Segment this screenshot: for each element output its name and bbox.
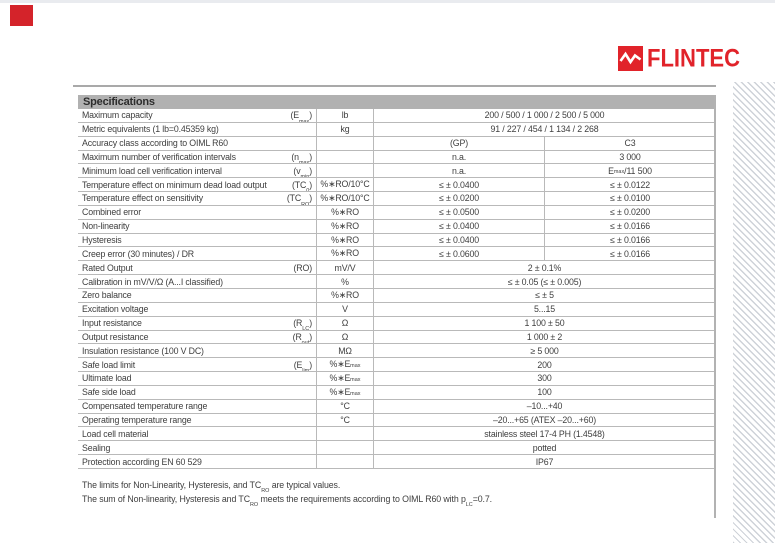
spec-values — [374, 344, 715, 357]
spec-value: ≤ ± 0.0600 — [439, 248, 479, 259]
spec-values — [374, 123, 715, 136]
table-title-bar — [78, 95, 715, 109]
spec-values — [374, 220, 715, 233]
red-marker-icon — [10, 5, 33, 26]
spec-symbol: $(v_{min})$ — [293, 165, 312, 178]
table-row — [78, 247, 715, 261]
spec-value: ≤ ± 0.0166 — [544, 234, 715, 247]
spec-name: Rated Output — [82, 262, 133, 273]
spec-unit: %∗E $_{max}$ — [316, 358, 374, 371]
table-title: Specifications — [83, 96, 155, 108]
spec-name: Accuracy class according to OIML R60 — [82, 138, 228, 149]
spec-values — [374, 261, 715, 274]
table-row — [78, 261, 715, 275]
spec-name: Operating temperature range — [82, 414, 192, 425]
spec-unit: Ω — [316, 317, 374, 330]
spec-unit: °C — [316, 414, 374, 427]
table-row — [78, 275, 715, 289]
spec-unit — [316, 455, 374, 468]
spec-unit — [316, 164, 374, 177]
spec-unit: %∗RO — [316, 234, 374, 247]
table-row — [78, 372, 715, 386]
spec-values — [374, 414, 715, 427]
spec-symbol: $(E_{max})$ — [290, 110, 312, 122]
spec-value: 91 / 227 / 454 / 1 134 / 2 268 — [490, 124, 599, 135]
spec-symbol: $(R_{out})$ — [292, 331, 312, 344]
footnote-line: The sum of Non-linearity, Hysteresis and $TC_{RO}$ meets the requirements according to OIML R60 with $p_{LC}=0.7$. — [82, 493, 493, 508]
spec-table-body — [78, 109, 715, 469]
spec-values — [374, 400, 715, 413]
table-row — [78, 455, 715, 469]
spec-unit — [316, 137, 374, 150]
spec-value: n.a. — [451, 151, 467, 162]
spec-name: Protection according EN 60 529 — [82, 456, 202, 467]
spec-symbol: $(n_{max})$ — [291, 151, 312, 164]
table-row — [78, 303, 715, 317]
spec-name: Maximum number of verification intervals — [82, 151, 236, 162]
spec-value: ≤ ± 0.0400 — [439, 221, 479, 232]
spec-value: 5...15 — [533, 304, 556, 315]
spec-name: Temperature effect on minimum dead load output — [82, 179, 267, 190]
spec-values — [374, 151, 715, 164]
divider-rule — [73, 85, 716, 87]
spec-values — [374, 137, 715, 150]
spec-unit: Ω — [316, 331, 374, 344]
spec-value: ≤ ± 0.0166 — [544, 220, 715, 233]
spec-name: Compensated temperature range — [82, 401, 208, 412]
spec-value: 3 000 — [544, 151, 715, 164]
spec-values — [374, 455, 715, 468]
spec-name: Metric equivalents (1 lb=0.45359 kg) — [82, 124, 219, 135]
spec-unit: %∗E $_{max}$ — [316, 372, 374, 385]
spec-values — [374, 164, 715, 177]
spec-value: E $_{max}$ /11 500 — [544, 164, 715, 177]
spec-values — [374, 427, 715, 440]
table-row — [78, 317, 715, 331]
spec-value: ≤ ± 5 — [535, 290, 554, 301]
table-row — [78, 331, 715, 345]
table-row — [78, 123, 715, 137]
table-row — [78, 414, 715, 428]
flintec-logo — [618, 45, 742, 71]
table-row — [78, 441, 715, 455]
spec-value: 1 100 ± 50 — [524, 318, 565, 329]
table-row — [78, 358, 715, 372]
spec-value: –10...+40 — [526, 401, 563, 412]
spec-name: Insulation resistance (100 V DC) — [82, 345, 204, 356]
spec-values — [374, 317, 715, 330]
spec-values — [374, 247, 715, 260]
spec-value: –20...+65 (ATEX –20...+60) — [492, 414, 597, 425]
spec-symbol: $(E_{lim})$ — [293, 359, 312, 372]
table-row — [78, 427, 715, 441]
spec-name: Non-linearity — [82, 221, 130, 232]
spec-value: C3 — [544, 137, 715, 150]
table-row — [78, 164, 715, 178]
spec-values — [374, 358, 715, 371]
spec-name: Safe side load — [82, 387, 136, 398]
spec-value: ≤ ± 0.0166 — [544, 247, 715, 260]
right-border-line — [714, 95, 716, 518]
spec-values — [374, 275, 715, 288]
spec-values — [374, 234, 715, 247]
spec-values — [374, 206, 715, 219]
page-top-border — [0, 0, 775, 3]
spec-unit: % — [316, 275, 374, 288]
spec-name: Hysteresis — [82, 235, 122, 246]
spec-values — [374, 289, 715, 302]
spec-unit: %∗RO — [316, 247, 374, 260]
spec-symbol: $(TC_0)$ — [291, 179, 312, 192]
table-row — [78, 178, 715, 192]
table-row — [78, 386, 715, 400]
spec-name: Zero balance — [82, 290, 132, 301]
spec-value: ≤ ± 0.0200 — [439, 193, 479, 204]
spec-values — [374, 441, 715, 454]
spec-unit: lb — [316, 109, 374, 122]
spec-name: Maximum capacity — [82, 110, 153, 121]
spec-value: 100 — [537, 387, 552, 398]
table-row — [78, 344, 715, 358]
flintec-logo-text — [646, 45, 742, 71]
spec-unit: %∗RO/10°C — [316, 178, 374, 191]
spec-values — [374, 192, 715, 205]
spec-name: Load cell material — [82, 428, 149, 439]
table-row — [78, 206, 715, 220]
spec-value: stainless steel 17-4 PH (1.4548) — [484, 428, 605, 439]
spec-value: 2 ± 0.1% — [527, 262, 562, 273]
spec-values — [374, 331, 715, 344]
spec-unit — [316, 427, 374, 440]
spec-value: ≤ ± 0.0200 — [544, 206, 715, 219]
footnote-line: The limits for Non-Linearity, Hysteresis, and $TC_{RO}$ are typical values. — [82, 480, 341, 495]
spec-unit: %∗RO — [316, 220, 374, 233]
spec-value: 200 / 500 / 1 000 / 2 500 / 5 000 — [484, 110, 605, 121]
hatch-pattern — [733, 82, 775, 543]
spec-name: Input resistance — [82, 318, 142, 329]
spec-symbol: (RO) — [293, 262, 312, 273]
spec-unit: %∗E $_{max}$ — [316, 386, 374, 399]
spec-value: (GP) — [450, 138, 468, 149]
spec-value: potted — [532, 442, 557, 453]
spec-values — [374, 372, 715, 385]
spec-name: Temperature effect on sensitivity — [82, 193, 204, 204]
spec-name: Creep error (30 minutes) / DR — [82, 248, 194, 259]
table-row — [78, 289, 715, 303]
spec-unit: V — [316, 303, 374, 316]
spec-unit: %∗RO — [316, 289, 374, 302]
svg-text:FLINTEC: FLINTEC — [647, 45, 740, 71]
spec-unit: °C — [316, 400, 374, 413]
footnotes — [82, 479, 492, 506]
spec-unit: %∗RO — [316, 206, 374, 219]
spec-value: IP67 — [535, 456, 554, 467]
spec-values — [374, 109, 715, 122]
table-row — [78, 137, 715, 151]
spec-value: ≥ 5 000 — [530, 345, 559, 356]
table-row — [78, 234, 715, 248]
spec-value: ≤ ± 0.0500 — [439, 207, 479, 218]
spec-unit: mV/V — [316, 261, 374, 274]
table-row — [78, 400, 715, 414]
spec-unit: MΩ — [316, 344, 374, 357]
spec-unit: %∗RO/10°C — [316, 192, 374, 205]
spec-symbol: $(R_{LC})$ — [293, 318, 312, 330]
spec-unit: kg — [316, 123, 374, 136]
flintec-logo-mark-icon — [618, 46, 643, 71]
spec-unit — [316, 151, 374, 164]
spec-value: n.a. — [451, 165, 467, 176]
table-row — [78, 151, 715, 165]
spec-value: 1 000 ± 2 — [526, 331, 563, 342]
spec-values — [374, 386, 715, 399]
spec-name: Output resistance — [82, 331, 149, 342]
spec-name: Combined error — [82, 207, 142, 218]
spec-value: 300 — [537, 373, 552, 384]
table-row — [78, 109, 715, 123]
spec-value: ≤ ± 0.05 (≤ ± 0.005) — [507, 276, 582, 287]
spec-value: ≤ ± 0.0100 — [544, 192, 715, 205]
spec-value: 200 — [537, 359, 552, 370]
table-row — [78, 220, 715, 234]
table-row — [78, 192, 715, 206]
specifications-table — [78, 95, 715, 469]
spec-name: Excitation voltage — [82, 304, 149, 315]
spec-value: ≤ ± 0.0400 — [439, 235, 479, 246]
spec-name: Calibration in mV/V/Ω (A...I classified) — [82, 276, 223, 287]
spec-name: Sealing — [82, 442, 111, 453]
spec-value: ≤ ± 0.0400 — [439, 179, 479, 190]
spec-name: Ultimate load — [82, 373, 132, 384]
spec-unit — [316, 441, 374, 454]
spec-symbol: $(TC_{RO})$ — [286, 193, 312, 205]
spec-name: Minimum load cell verification interval — [82, 165, 222, 176]
spec-values — [374, 303, 715, 316]
spec-name: Safe load limit — [82, 359, 136, 370]
spec-values — [374, 178, 715, 191]
spec-value: ≤ ± 0.0122 — [544, 178, 715, 191]
